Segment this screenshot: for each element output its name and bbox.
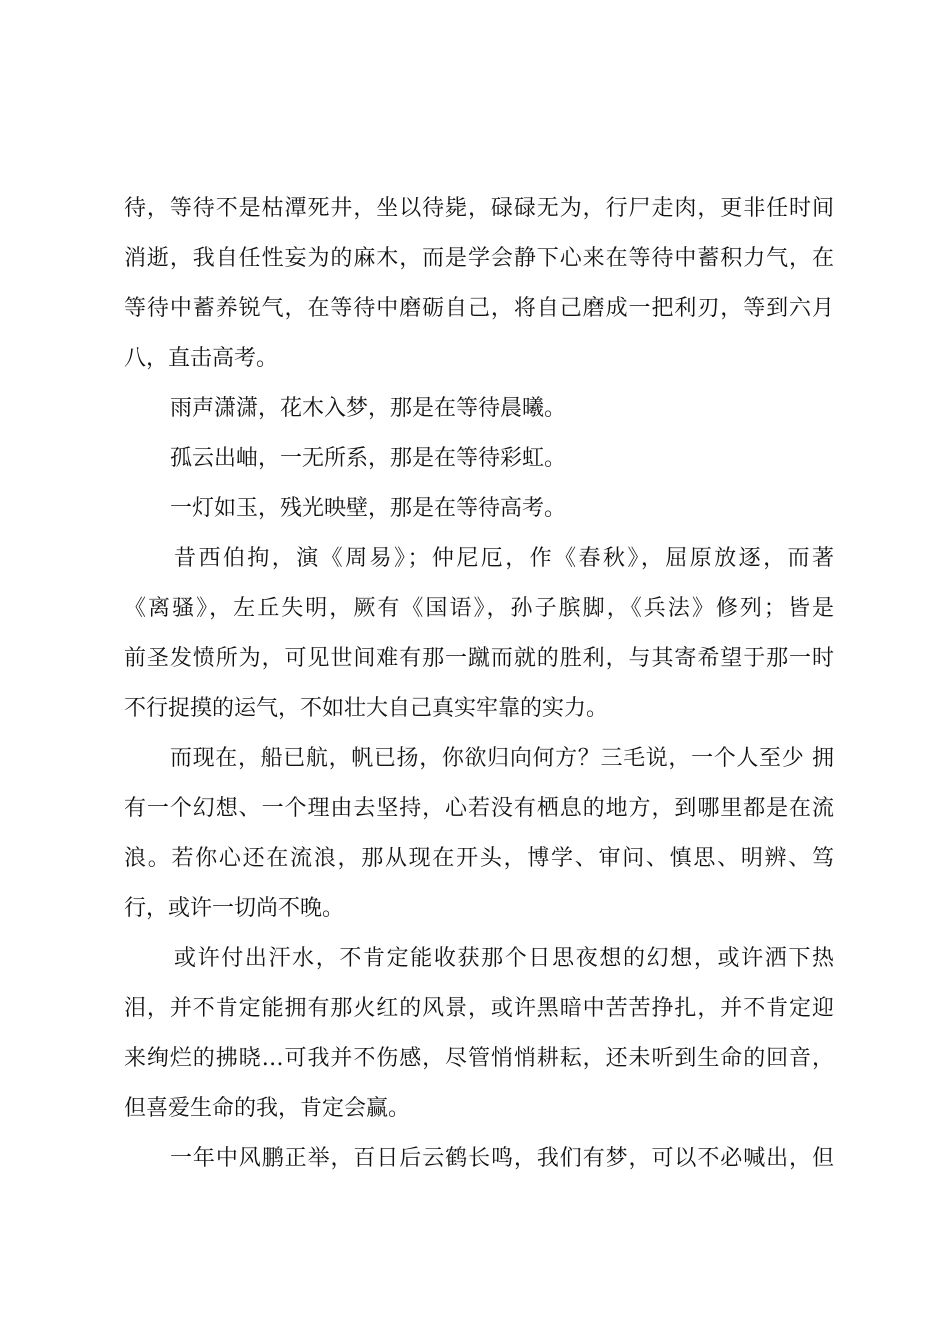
text-line: 等待中蓄养锐气，在等待中磨砺自己，将自己磨成一把利刃，等到六月 [124, 296, 834, 321]
text-line: 昔西伯拘，演《周易》；仲尼厄，作《春秋》，屈原放逐，而著 [174, 546, 834, 571]
text-line: 孤云出岫，一无所系，那是在等待彩虹。 [170, 446, 567, 471]
text-line: 一灯如玉，残光映壁，那是在等待高考。 [170, 496, 567, 521]
text-line: 但喜爱生命的我，肯定会赢。 [124, 1096, 411, 1121]
text-line: 《离骚》，左丘失明，厥有《国语》，孙子膑脚，《兵法》修列；皆是 [124, 596, 834, 621]
text-line: 一年中风鹏正举，百日后云鹤长鸣，我们有梦，可以不必喊出，但 [170, 1146, 834, 1171]
text-line: 行，或许一切尚不晚。 [124, 896, 345, 921]
essay-text [124, 184, 834, 1184]
text-line: 浪。若你心还在流浪，那从现在开头，博学、审问、慎思、明辨、笃 [124, 846, 834, 871]
text-line: 待，等待不是枯潭死井，坐以待毙，碌碌无为，行尸走肉，更非任时间 [124, 196, 834, 221]
text-line: 泪，并不肯定能拥有那火红的风景，或许黑暗中苦苦挣扎，并不肯定迎 [124, 996, 834, 1021]
text-line: 有一个幻想、一个理由去坚持，心若没有栖息的地方，到哪里都是在流 [124, 796, 834, 821]
text-line: 雨声潇潇，花木入梦，那是在等待晨曦。 [170, 396, 567, 421]
text-line: 八，直击高考。 [124, 346, 279, 371]
text-line: 来绚烂的拂晓…可我并不伤感，尽管悄悄耕耘，还未听到生命的回音， [124, 1046, 834, 1071]
text-line: 不行捉摸的运气，不如壮大自己真实牢靠的实力。 [124, 696, 609, 721]
text-line: 而现在，船已航，帆已扬，你欲归向何方？三毛说，一个人至少 拥 [170, 746, 834, 771]
text-line: 前圣发愤所为，可见世间难有那一蹴而就的胜利，与其寄希望于那一时 [124, 646, 834, 671]
text-line: 消逝，我自任性妄为的麻木，而是学会静下心来在等待中蓄积力气，在 [124, 246, 834, 271]
text-line: 或许付出汗水，不肯定能收获那个日思夜想的幻想，或许洒下热 [174, 946, 834, 971]
